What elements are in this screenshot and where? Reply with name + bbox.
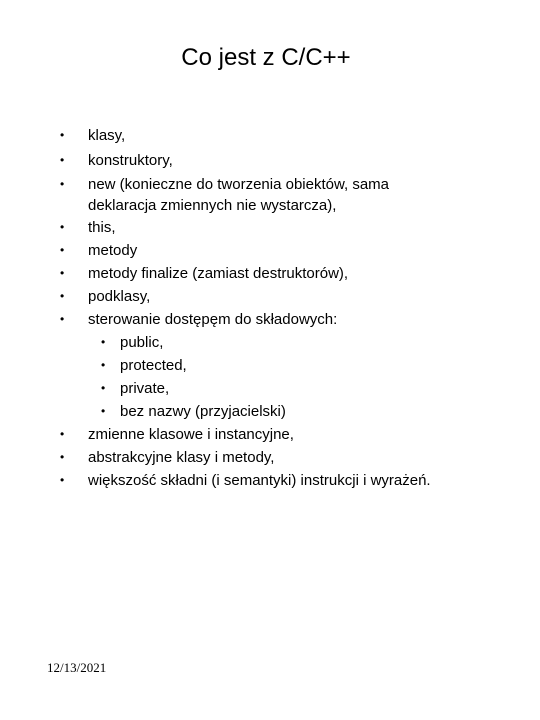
bullet-icon: •	[60, 289, 65, 303]
bullet-icon: •	[60, 153, 65, 167]
sub-list-item-text: protected,	[120, 357, 187, 374]
bullet-icon: •	[60, 427, 65, 441]
bullet-icon: •	[60, 177, 65, 191]
list-item-text: this,	[88, 219, 116, 236]
sub-list-item-text: public,	[120, 334, 164, 351]
list-item-text: metody finalize (zamiast destruktorów),	[88, 265, 349, 282]
bullet-icon: •	[60, 128, 65, 142]
list-item-text: większość składni (i semantyki) instrukcji i wyrażeń.	[88, 472, 431, 489]
bullet-icon: •	[60, 312, 65, 326]
list-item-text: sterowanie dostępęm do składowych:	[88, 311, 338, 328]
slide-title: Co jest z C/C++	[181, 44, 351, 71]
bullet-icon: •	[60, 450, 65, 464]
bullet-icon: •	[60, 220, 65, 234]
list-item-text: abstrakcyjne klasy i metody,	[88, 449, 275, 466]
bullet-icon: •	[60, 473, 65, 487]
bullet-icon: •	[60, 243, 65, 257]
bullet-icon: •	[101, 404, 106, 418]
bullet-icon: •	[60, 266, 65, 280]
bullet-icon: •	[101, 335, 106, 349]
bullet-icon: •	[101, 381, 106, 395]
bullet-icon: •	[101, 358, 106, 372]
slide-date: 12/13/2021	[47, 660, 107, 675]
list-item-text: podklasy,	[88, 288, 151, 305]
list-item-text: klasy,	[88, 127, 126, 144]
list-item-text: zmienne klasowe i instancyjne,	[88, 426, 294, 443]
list-item-text: konstruktory,	[88, 152, 173, 169]
sub-list-item-text: bez nazwy (przyjacielski)	[120, 403, 286, 420]
list-item-text: deklaracja zmiennych nie wystarcza),	[88, 197, 337, 214]
list-item-text: metody	[88, 242, 138, 259]
list-item-text: new (konieczne do tworzenia obiektów, sama	[88, 176, 389, 193]
sub-list-item-text: private,	[120, 380, 170, 397]
